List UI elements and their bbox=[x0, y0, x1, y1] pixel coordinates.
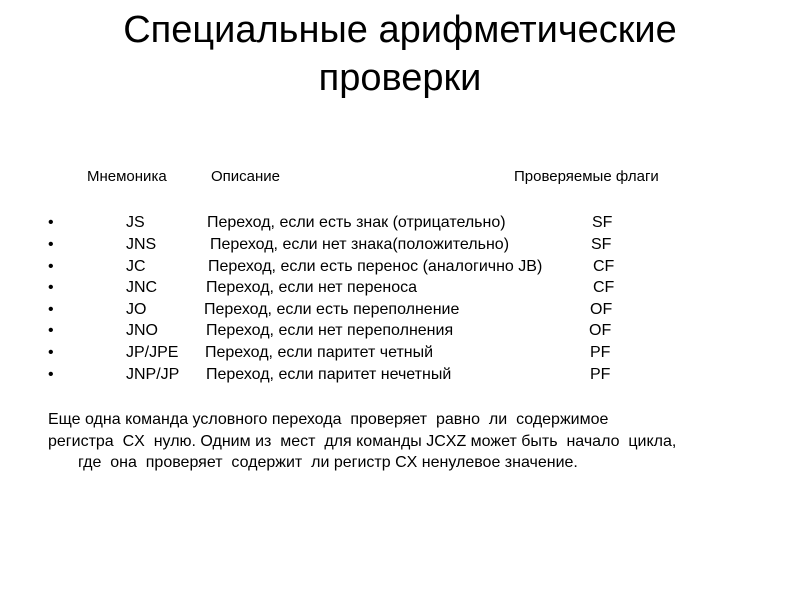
row-flag: PF bbox=[590, 366, 611, 383]
bullet-icon: • bbox=[48, 279, 54, 296]
paragraph-line-3: где она проверяет содержит ли регистр CX ненулевое значение. bbox=[78, 454, 578, 471]
row-mnemonic: JNP/JP bbox=[126, 366, 180, 383]
bullet-icon: • bbox=[48, 366, 54, 383]
row-description: Переход, если есть переполнение bbox=[204, 301, 460, 318]
row-description: Переход, если есть перенос (аналогично JB) bbox=[208, 258, 543, 275]
instruction-row bbox=[0, 364, 800, 385]
instruction-row bbox=[0, 212, 800, 233]
instruction-row bbox=[0, 256, 800, 277]
row-flag: SF bbox=[591, 236, 612, 253]
instruction-row bbox=[0, 342, 800, 363]
instruction-row bbox=[0, 277, 800, 298]
row-mnemonic: JO bbox=[126, 301, 147, 318]
slide-title-line-2: проверки bbox=[318, 57, 482, 99]
row-description: Переход, если паритет четный bbox=[205, 344, 434, 361]
paragraph-line-2: регистра CX нулю. Одним из мест для команды JCXZ может быть начало цикла, bbox=[48, 432, 677, 450]
instruction-row bbox=[0, 299, 800, 320]
row-flag: SF bbox=[592, 214, 613, 231]
bullet-icon: • bbox=[48, 214, 54, 231]
row-description: Переход, если есть знак (отрицательно) bbox=[207, 214, 506, 231]
bullet-icon: • bbox=[48, 344, 54, 361]
row-flag: CF bbox=[593, 279, 615, 296]
row-description: Переход, если паритет нечетный bbox=[206, 366, 452, 383]
jcxz-paragraph bbox=[48, 409, 768, 474]
row-flag: CF bbox=[593, 258, 615, 275]
bullet-icon: • bbox=[48, 236, 54, 253]
row-mnemonic: JNC bbox=[126, 279, 158, 296]
row-flag: PF bbox=[590, 344, 611, 361]
row-flag: OF bbox=[590, 301, 613, 318]
row-mnemonic: JNS bbox=[126, 236, 157, 253]
bullet-icon: • bbox=[48, 322, 54, 339]
row-mnemonic: JP/JPE bbox=[126, 344, 179, 361]
instruction-row bbox=[0, 234, 800, 255]
row-mnemonic: JNO bbox=[126, 322, 158, 339]
instruction-row bbox=[0, 320, 800, 341]
row-mnemonic: JC bbox=[126, 258, 146, 275]
column-header-mnemonic: Мнемоника bbox=[87, 168, 167, 185]
bullet-icon: • bbox=[48, 301, 54, 318]
paragraph-line-1: Еще одна команда условного перехода проверяет равно ли содержимое bbox=[48, 411, 609, 428]
column-header-flags: Проверяемые флаги bbox=[514, 168, 659, 185]
slide-title-line-1: Специальные арифметические bbox=[123, 9, 677, 51]
row-description: Переход, если нет переполнения bbox=[206, 322, 454, 339]
row-flag: OF bbox=[589, 322, 612, 339]
bullet-icon: • bbox=[48, 258, 54, 275]
row-description: Переход, если нет переноса bbox=[206, 279, 418, 296]
row-description: Переход, если нет знака(положительно) bbox=[210, 236, 510, 253]
column-header-description: Описание bbox=[211, 168, 281, 185]
row-mnemonic: JS bbox=[126, 214, 145, 231]
